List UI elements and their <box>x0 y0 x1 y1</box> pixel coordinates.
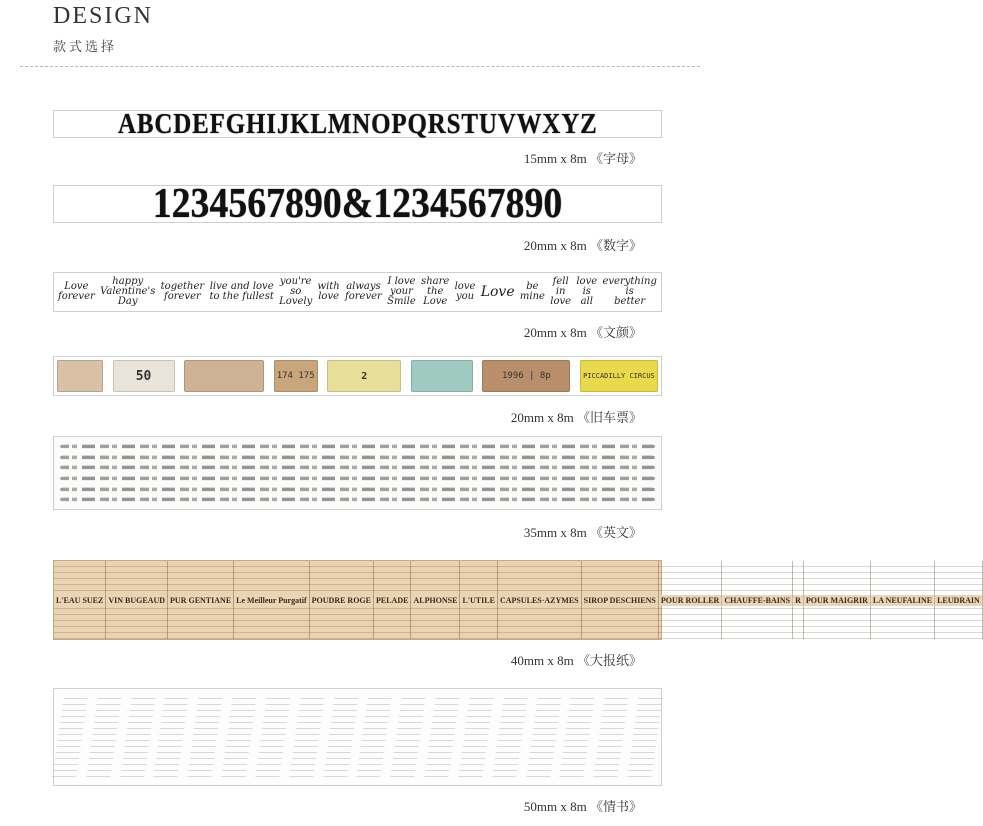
letter-handwriting-column <box>289 693 325 781</box>
script-phrase: be mine <box>519 281 545 302</box>
newspaper-column <box>460 561 497 639</box>
letter-handwriting-column <box>525 693 561 781</box>
letter-handwriting-column <box>52 693 88 781</box>
handwriting-line <box>60 455 655 458</box>
newspaper-column <box>411 561 460 639</box>
letter-handwriting-column <box>356 693 392 781</box>
newspaper-column <box>582 561 659 639</box>
handwriting-line <box>60 477 655 480</box>
newspaper-heading: SIROP DESCHIENS <box>583 595 656 605</box>
script-phrase: live and love to the fullest <box>209 281 274 302</box>
script-phrase: I love your Smile <box>387 276 416 307</box>
tape-caption-newspaper: 40mm x 8m 《大报纸》 <box>510 653 642 668</box>
letter-handwriting-column <box>424 693 460 781</box>
handwriting-line <box>60 466 655 469</box>
newspaper-heading: LA NEUFALINE <box>872 595 933 605</box>
section-subtitle: 款式选择 <box>53 39 118 54</box>
ticket <box>411 360 473 392</box>
newspaper-heading: Le Meilleur Purgatif <box>236 595 307 605</box>
newspaper-heading: POUR ROLLER <box>660 595 720 605</box>
ticket <box>57 360 103 392</box>
newspaper-column <box>935 561 983 639</box>
letter-handwriting-column <box>390 693 426 781</box>
section-title: DESIGN <box>53 3 153 29</box>
newspaper-column <box>234 561 310 639</box>
letter-handwriting-column <box>119 693 155 781</box>
script-phrase: fell in love <box>550 276 572 307</box>
ticket: 174 175 <box>274 360 318 392</box>
script-phrase: love you <box>454 281 476 302</box>
newspaper-heading: CHAUFFE-BAINS <box>724 595 791 605</box>
newspaper-column <box>804 561 871 639</box>
letter-handwriting-column <box>322 693 358 781</box>
dashed-divider <box>20 66 700 67</box>
newspaper-column <box>498 561 582 639</box>
letter-handwriting-column <box>559 693 595 781</box>
script-phrase: you're so Lovely <box>279 276 313 307</box>
newspaper-heading: L'EAU SUEZ <box>56 595 104 605</box>
letter-handwriting-column <box>593 693 629 781</box>
tape-love-letter[interactable] <box>53 688 662 786</box>
newspaper-column <box>106 561 168 639</box>
tape-english-handwriting[interactable] <box>53 436 662 510</box>
tape-caption-english: 35mm x 8m 《英文》 <box>523 525 642 540</box>
newspaper-column <box>310 561 374 639</box>
newspaper-column <box>871 561 935 639</box>
handwriting-line <box>60 487 655 490</box>
ticket: PICCADILLY CIRCUS <box>580 360 658 392</box>
newspaper-column <box>722 561 793 639</box>
tape-newspaper[interactable] <box>53 560 980 640</box>
script-phrase: together forever <box>160 281 205 302</box>
tape-alphabet[interactable] <box>53 110 662 138</box>
ticket: 2 <box>327 360 401 392</box>
newspaper-heading: PELADE <box>376 595 409 605</box>
tape-script-words[interactable] <box>53 272 662 312</box>
newspaper-column <box>659 561 722 639</box>
newspaper-heading: LEUDRAIN <box>937 595 980 605</box>
numbers-print: 1234567890&1234567890 <box>152 181 563 227</box>
letter-handwriting-column <box>458 693 494 781</box>
newspaper-heading: POUDRE ROGE <box>311 595 371 605</box>
ticket: 50 <box>113 360 175 392</box>
script-phrase: Love forever <box>58 281 95 302</box>
script-phrase: always forever <box>345 281 382 302</box>
newspaper-heading: POUR MAIGRIR <box>805 595 868 605</box>
newspaper-column <box>168 561 234 639</box>
tape-caption-numbers: 20mm x 8m 《数字》 <box>523 238 642 253</box>
newspaper-heading: L'UTILE <box>462 595 495 605</box>
newspaper-column <box>54 561 106 639</box>
letter-handwriting-column <box>153 693 189 781</box>
handwriting-line <box>60 445 655 448</box>
script-phrase: everything is better <box>602 276 657 307</box>
ticket <box>184 360 264 392</box>
alphabet-print: ABCDEFGHIJKLMNOPQRSTUVWXYZ <box>117 108 598 140</box>
tape-numbers[interactable] <box>53 181 662 227</box>
letter-handwriting-column <box>492 693 528 781</box>
newspaper-heading: R <box>795 595 801 605</box>
script-phrase: Love <box>480 284 515 300</box>
tape-caption-love-letter: 50mm x 8m 《情书》 <box>523 799 642 814</box>
tape-caption-script: 20mm x 8m 《文颜》 <box>523 325 642 340</box>
letter-handwriting-column <box>221 693 257 781</box>
script-phrase: with love <box>317 281 340 302</box>
tape-tickets[interactable] <box>53 356 662 396</box>
newspaper-heading: VIN BUGEAUD <box>108 595 166 605</box>
letter-handwriting-column <box>187 693 223 781</box>
script-phrase: happy Valentine's Day <box>100 276 156 307</box>
newspaper-heading: CAPSULES·AZYMES <box>499 595 579 605</box>
tape-caption-tickets: 20mm x 8m 《旧车票》 <box>510 410 642 425</box>
letter-handwriting-column <box>627 693 663 781</box>
ticket: 1996 | 8p <box>482 360 570 392</box>
tape-caption-alphabet: 15mm x 8m 《字母》 <box>523 151 642 166</box>
script-phrase: love is all <box>576 276 598 307</box>
script-phrase: share the Love <box>421 276 450 307</box>
letter-handwriting-column <box>255 693 291 781</box>
handwriting-line <box>60 498 655 501</box>
newspaper-heading: PUR GENTIANE <box>170 595 232 605</box>
newspaper-column <box>793 561 804 639</box>
newspaper-heading: ALPHONSE <box>413 595 458 605</box>
letter-handwriting-column <box>86 693 122 781</box>
section-header <box>53 4 153 55</box>
newspaper-column <box>374 561 411 639</box>
